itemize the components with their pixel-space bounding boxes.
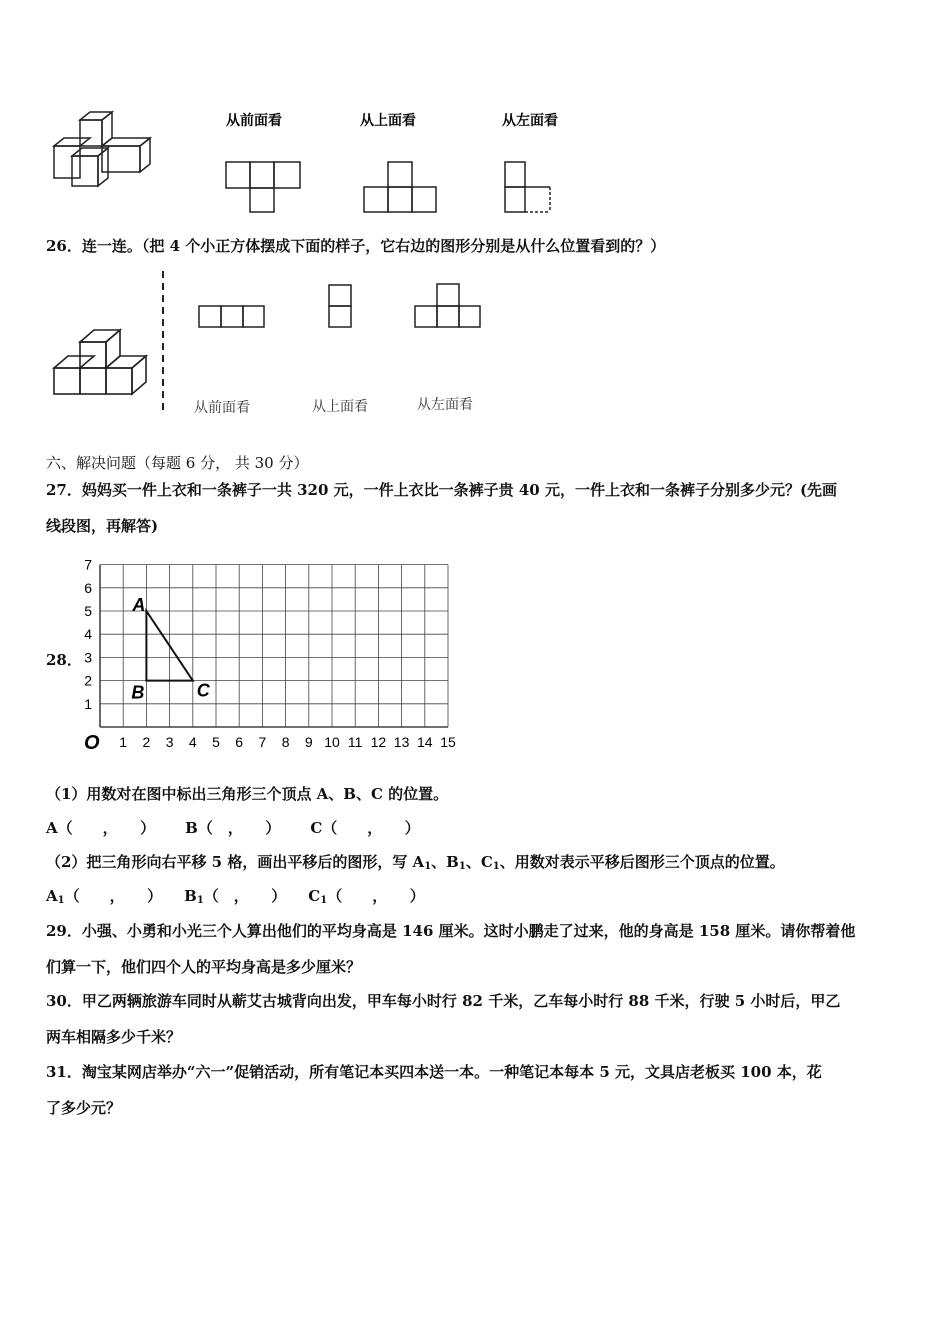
front-view-shape-26 <box>199 306 264 327</box>
top-view-shape-26 <box>329 285 351 327</box>
y-tick-label: 4 <box>84 626 92 643</box>
part2-mid1: 、B <box>431 853 459 871</box>
x-tick-label: 2 <box>142 734 151 750</box>
question-29-line1: 29．小强、小勇和小光三个人算出他们的平均身高是 146 厘米。这时小鹏走了过来，他的身高是 158 厘米。请你帮着他 <box>46 922 856 940</box>
x-tick-label: 13 <box>393 734 410 750</box>
part2-sub-b: 1 <box>458 861 466 872</box>
y-tick-label: 3 <box>84 649 92 666</box>
blank-b[interactable]: B（ ， ） <box>185 819 281 837</box>
grid-lines <box>100 565 448 727</box>
cube-stack-figure-26 <box>54 330 146 394</box>
x-tick-labels <box>119 734 456 750</box>
x-tick-label: 9 <box>304 734 313 750</box>
y-tick-label: 6 <box>84 579 92 596</box>
part2-post: 、用数对表示平移后图形三个顶点的位置。 <box>499 853 785 871</box>
origin-label: O <box>84 732 100 754</box>
x-tick-label: 14 <box>417 734 433 750</box>
x-tick-label: 11 <box>347 734 363 750</box>
x-tick-label: 12 <box>370 734 387 750</box>
blank-a1[interactable]: $A_1$（ ， ） <box>46 887 163 906</box>
view-label-front: 从前面看 <box>226 112 282 128</box>
x-tick-label: 1 <box>119 734 128 750</box>
question-30-line1: 30．甲乙两辆旅游车同时从蕲艾古城背向出发，甲车每小时行 82 千米，乙车每小时行 88 千米，行驶 5 小时后，甲乙 <box>46 992 841 1010</box>
question-31-line2: 了多少元？ <box>46 1099 122 1117</box>
view-label-left: 从左面看 <box>502 112 558 128</box>
question-29-line2: 们算一下，他们四个人的平均身高是多少厘米？ <box>46 958 362 976</box>
part2-sub-a: 1 <box>424 861 432 872</box>
vertex-label-c: C <box>196 680 210 701</box>
y-tick-label: 5 <box>84 603 92 619</box>
question-28-number: 28． <box>46 651 82 669</box>
question-28-part2 <box>46 852 785 877</box>
x-tick-label: 7 <box>258 734 267 750</box>
y-tick-label: 1 <box>84 695 92 712</box>
question-28-part1: （1）用数对在图中标出三角形三个顶点 A、B、C 的位置。 <box>46 785 449 803</box>
question-31-line1: 31．淘宝某网店举办“六一”促销活动，所有笔记本买四本送一本。一种笔记本每本 5 元，文具店老板买 100 本，花 <box>46 1063 822 1081</box>
part2-sub-c: 1 <box>492 861 500 872</box>
x-tick-label: 8 <box>281 734 290 750</box>
top-view-shape <box>364 162 436 212</box>
front-view-shape <box>226 162 300 212</box>
left-view-shape-26 <box>415 284 480 327</box>
question-26-text: 26．连一连。（把 4 个小正方体摆成下面的样子，它右边的图形分别是从什么位置看到的？） <box>46 237 666 255</box>
label-front-26[interactable]: 从前面看 <box>194 399 250 415</box>
x-tick-label: 10 <box>324 734 340 750</box>
y-tick-label: 2 <box>84 672 92 689</box>
x-tick-label: 4 <box>188 734 197 750</box>
cube-stack-figure-25 <box>54 112 150 186</box>
vertex-label-a: A <box>132 595 146 615</box>
question-30-line2: 两车相隔多少千米？ <box>46 1028 182 1046</box>
x-tick-label: 3 <box>165 734 174 750</box>
label-left-26[interactable]: 从左面看 <box>417 396 473 412</box>
vertex-label-b: B <box>131 682 145 703</box>
y-tick-label: 7 <box>84 556 92 573</box>
question-27-line2: 线段图，再解答) <box>46 517 159 535</box>
x-tick-label: 6 <box>235 734 244 750</box>
x-tick-label: 15 <box>440 734 456 750</box>
blank-a[interactable]: A（ ， ） <box>46 819 156 837</box>
figure-26 <box>40 266 500 426</box>
question-28-blanks1 <box>46 818 420 838</box>
blank-c[interactable]: C（ ， ） <box>310 819 420 837</box>
question-28-blanks2 <box>46 886 425 911</box>
x-tick-label: 5 <box>212 734 220 750</box>
label-top-26[interactable]: 从上面看 <box>312 398 368 414</box>
part2-mid2: 、C <box>465 853 493 871</box>
left-view-shape <box>505 162 550 212</box>
question-27-line1: 27．妈妈买一件上衣和一条裤子一共 320 元，一件上衣比一条裤子贵 40 元，一件上衣和一条裤子分别多少元？(先画 <box>46 481 838 499</box>
part2-pre: （2）把三角形向右平移 5 格，画出平移后的图形，写 A <box>46 853 425 871</box>
figure-25-views <box>40 100 600 220</box>
view-label-top: 从上面看 <box>360 112 416 128</box>
coordinate-grid <box>78 550 468 755</box>
blank-b1[interactable]: $B_1$（ ， ） <box>184 887 287 906</box>
section-6-title: 六、解决问题（每题 6 分， 共 30 分） <box>46 454 309 472</box>
y-tick-labels <box>84 557 92 712</box>
blank-c1[interactable]: $C_1$（ ， ） <box>308 887 425 906</box>
